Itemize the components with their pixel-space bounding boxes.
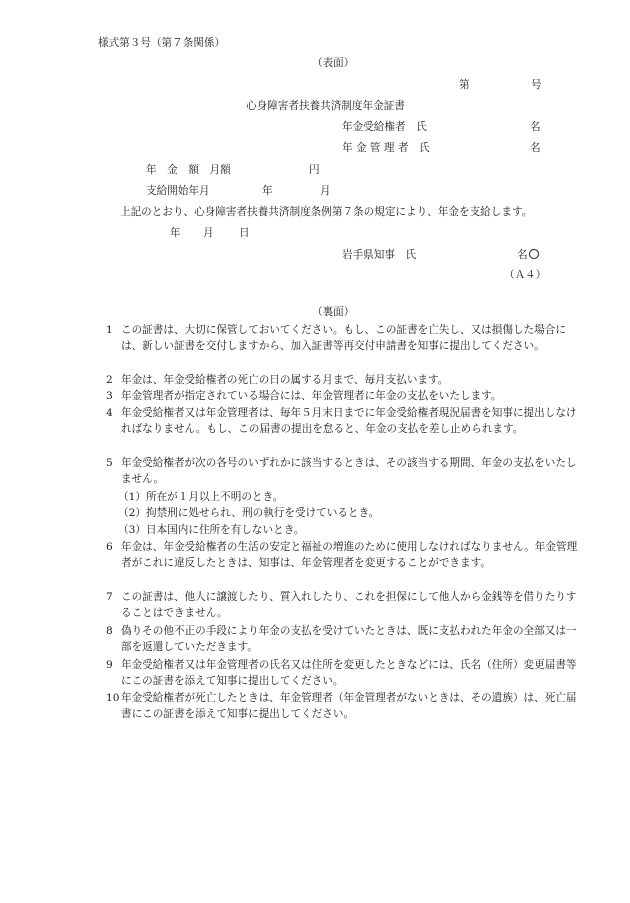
item-text: 拘禁刑に処せられ、刑の執行を受けているとき。 xyxy=(146,507,380,519)
item-text: この証書は、大切に保管しておいてください。もし、この証書を亡失し、又は損傷した場合には、新しい証書を交付しますから、加入証書等再交付申請書を知事に提出してください。 xyxy=(121,324,566,352)
payment-start-year: 年 xyxy=(262,185,273,197)
issue-date-month: 月 xyxy=(203,227,214,239)
payment-start-label: 支給開始年月 xyxy=(146,185,210,197)
certificate-title: 心身障害者扶養共済制度年金証書 xyxy=(246,100,405,112)
item-text: この証書は、他人に譲渡したり、質入れしたり、これを担保にして他人から金銭等を借りたりすることはできません。 xyxy=(121,591,577,619)
item-number: 3 xyxy=(106,390,113,402)
list-item xyxy=(106,590,578,621)
item-text: 年金は、年金受給権者の死亡の日の属する月まで、毎月支払います。 xyxy=(121,374,449,386)
list-item xyxy=(106,456,578,487)
item-number: 4 xyxy=(106,407,113,419)
item-number: 7 xyxy=(106,591,113,603)
item-number: （2） xyxy=(118,507,146,519)
list-item xyxy=(106,658,578,689)
issue-date-year: 年 xyxy=(170,227,181,239)
item-text: 年金受給権者が次の各号のいずれかに該当するときは、その該当する期間、年金の支払をいたしません。 xyxy=(121,457,577,485)
item-number: （3） xyxy=(118,524,146,536)
item-number: 5 xyxy=(106,457,113,469)
manager-name-label: 年 金 管 理 者 氏 xyxy=(342,142,430,154)
item-text: 年金受給権者が死亡したときは、年金管理者（年金管理者がないときは、その遺族）は、死亡届書にこの証書を添えて知事に提出してください。 xyxy=(121,692,577,720)
paper-size-note: （Ａ４） xyxy=(504,269,547,281)
issuer-label: 岩手県知事 氏 xyxy=(342,249,417,261)
list-item xyxy=(118,506,578,522)
item-text: 所在が１月以上不明のとき。 xyxy=(146,491,284,503)
seal-mark-icon xyxy=(529,249,539,259)
certificate-number-dai: 第 xyxy=(459,79,470,91)
issuance-statement: 上記のとおり、心身障害者扶養共済制度条例第７条の規定により、年金を支給します。 xyxy=(120,206,533,218)
issuer-suffix-text: 名 xyxy=(517,249,528,261)
item-number: 2 xyxy=(106,374,113,386)
form-label: 様式第３号（第７条関係） xyxy=(98,37,226,49)
list-item xyxy=(106,323,578,370)
item-number: 8 xyxy=(106,625,113,637)
list-item xyxy=(106,373,578,389)
recipient-name-suffix: 名 xyxy=(530,121,541,133)
list-item xyxy=(106,406,578,453)
issuer-name-suffix xyxy=(517,248,539,262)
front-heading: （表面） xyxy=(312,57,355,69)
item-text: 年金受給権者又は年金管理者の氏名又は住所を変更したときなどには、氏名（住所）変更届書等にこの証書を添えて知事に提出してください。 xyxy=(121,659,577,687)
list-item xyxy=(106,540,578,587)
list-item xyxy=(106,624,578,655)
item-text: 偽りその他不正の手段により年金の支払を受けていたときは、既に支払われた年金の全部又は一部を返還していただきます。 xyxy=(121,625,577,653)
certificate-number-go: 号 xyxy=(531,79,542,91)
item-number: 9 xyxy=(106,659,113,671)
list-item xyxy=(118,490,578,506)
item-text: 年金受給権者又は年金管理者は、毎年５月末日までに年金受給権者現況届書を知事に提出しなければなりません。もし、この届書の提出を怠ると、年金の支払を差し止められます。 xyxy=(121,407,577,435)
manager-name-suffix: 名 xyxy=(530,142,541,154)
recipient-name-label: 年金受給権者 氏 xyxy=(342,121,427,133)
payment-start-month: 月 xyxy=(320,185,331,197)
pension-amount-label: 年 金 額 月額 xyxy=(146,164,231,176)
item-number: 1 xyxy=(106,324,113,336)
item-number: 6 xyxy=(106,541,113,553)
item-text: 日本国内に住所を有しないとき。 xyxy=(146,524,305,536)
list-item xyxy=(106,691,578,722)
list-item xyxy=(106,389,578,405)
list-item xyxy=(118,523,578,539)
item-number: 10 xyxy=(106,692,120,704)
pension-amount-unit: 円 xyxy=(309,164,320,176)
item-text: 年金は、年金受給権者の生活の安定と福祉の増進のために使用しなければなりません。年金管理者がこれに違反したときは、知事は、年金管理者を変更することができます。 xyxy=(121,541,578,569)
issue-date-day: 日 xyxy=(239,227,250,239)
back-heading: （裏面） xyxy=(312,306,355,318)
item-text: 年金管理者が指定されている場合には、年金管理者に年金の支払をいたします。 xyxy=(121,390,502,402)
item-number: （1） xyxy=(118,491,146,503)
